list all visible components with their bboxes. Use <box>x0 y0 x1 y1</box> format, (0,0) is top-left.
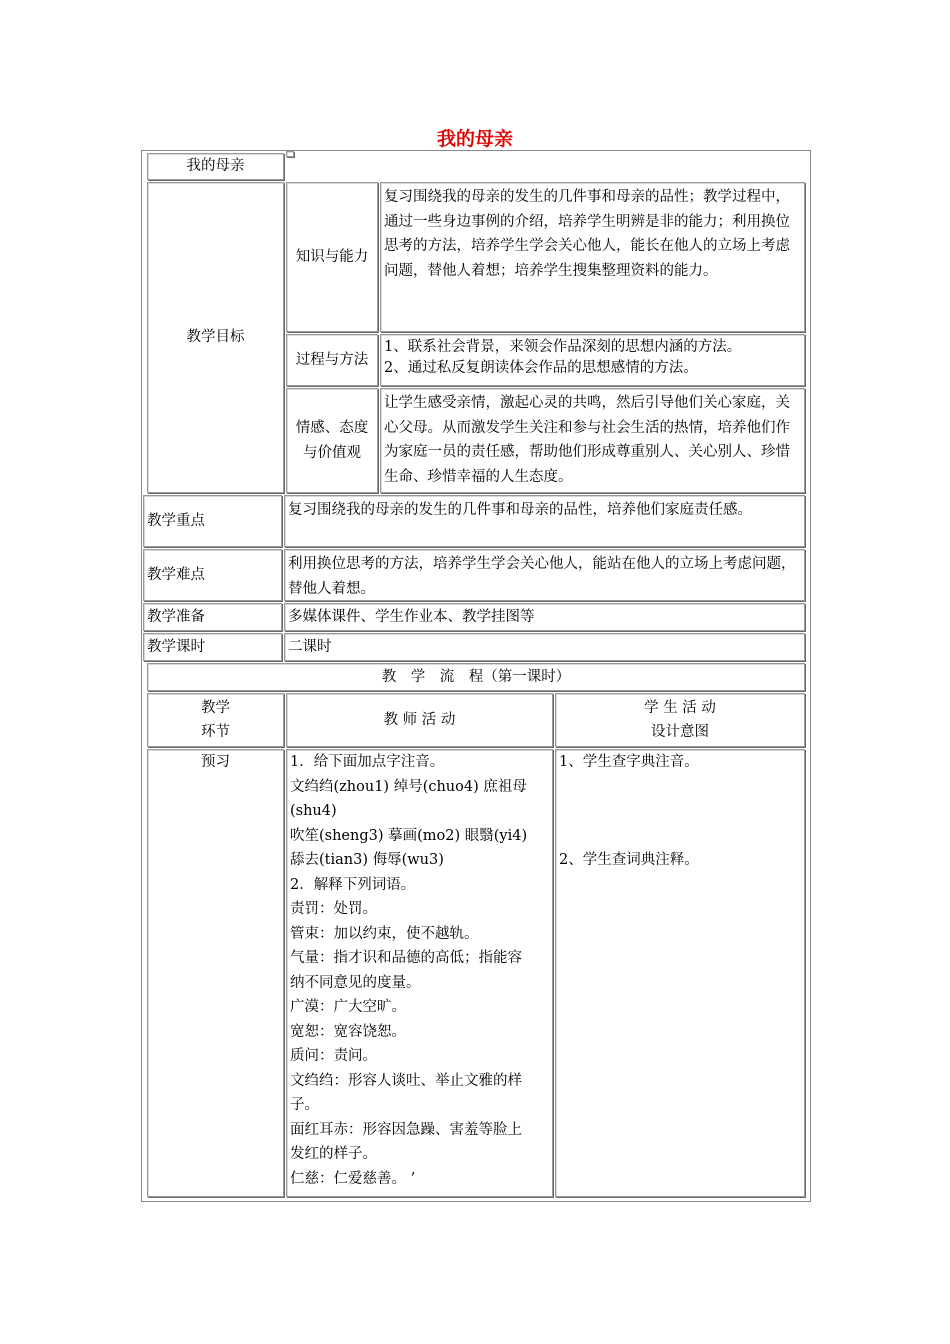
teacher-line: 吹笙(sheng3) 摹画(mo2) 眼翳(yi4) <box>290 827 528 844</box>
flow-header-stage-line-2: 环节 <box>201 724 230 740</box>
key-points-content: 复习围绕我的母亲的发生的几件事和母亲的品性，培养他们家庭责任感。 <box>288 502 752 518</box>
process-method-line-1: 1、联系社会背景，来领会作品深刻的思想内涵的方法。 <box>384 339 742 355</box>
process-method-line-2: 2、通过私反复朗读体会作品的思想感情的方法。 <box>384 360 698 376</box>
page-title: 我的母亲 <box>436 128 513 150</box>
preparation-text: 多媒体课件、学生作业本、教学挂图等 <box>284 603 805 631</box>
teacher-line: 广漠：广大空旷。 <box>290 999 406 1015</box>
teacher-line: 宽恕：宽容饶恕。 <box>290 1023 406 1040</box>
lesson-plan-table <box>141 150 811 1202</box>
flow-header-stage-line-1: 教学 <box>201 699 230 716</box>
teacher-line: 舔去(tian3) 侮辱(wu3) <box>290 852 444 868</box>
flow-header-teacher: 教 师 活 动 <box>286 693 553 747</box>
teacher-line: 子。 <box>290 1097 319 1113</box>
teacher-line: 质问：责问。 <box>290 1048 377 1064</box>
key-points-text <box>284 495 805 547</box>
emotion-values-label <box>286 388 378 493</box>
teacher-line: 文绉绉(zhou1) 绰号(chuo4) 庶祖母 <box>290 778 527 795</box>
knowledge-ability-content: 复习围绕我的母亲的发生的几件事和母亲的品性；教学过程中，通过一些身边事例的介绍，培养学生明辨是非的能力；利用换位思考的方法，培养学生学会关心他人，能长在他人的立场上考虑问题，替他人着想；培养学生搜集整理资料的能力。 <box>384 189 790 279</box>
teacher-line: 纳不同意见的度量。 <box>290 974 421 991</box>
teacher-line: 面红耳赤：形容因急躁、害羞等脸上 <box>290 1121 522 1138</box>
teacher-line: 管束：加以约束，使不越轨。 <box>290 925 479 942</box>
teacher-line: 气量：指才识和品德的高低；指能容 <box>290 950 522 966</box>
emotion-values-label-line-1: 情感、态度 <box>295 420 369 436</box>
difficulties-content: 利用换位思考的方法，培养学生学会关心他人，能站在他人的立场上考虑问题，替他人着想。 <box>288 556 796 597</box>
teacher-line: 发红的样子。 <box>290 1146 377 1162</box>
preparation-label: 教学准备 <box>143 603 282 631</box>
process-method-label: 过程与方法 <box>286 334 378 386</box>
periods-text: 二课时 <box>284 633 805 661</box>
emotion-values-text <box>380 388 805 493</box>
flow-student-activities <box>555 749 805 1197</box>
key-points-label: 教学重点 <box>143 495 282 547</box>
difficulties-label: 教学难点 <box>143 549 282 601</box>
emotion-values-label-line-2: 与价值观 <box>303 444 361 461</box>
teacher-line: 文绉绉：形容人谈吐、举止文雅的样 <box>290 1072 522 1089</box>
flow-header-spacer <box>286 151 294 157</box>
knowledge-ability-text <box>380 182 805 332</box>
flow-teacher-activities <box>286 749 553 1197</box>
student-note-1: 1、学生查字典注音。 <box>559 754 699 770</box>
flow-header-student-line-1: 学 生 活 动 <box>644 699 716 716</box>
teacher-line: (shu4) <box>290 803 337 819</box>
knowledge-ability-label: 知识与能力 <box>286 182 378 332</box>
difficulties-text <box>284 549 805 601</box>
teacher-line: 2．解释下列词语。 <box>290 876 416 893</box>
process-method-text <box>380 334 805 386</box>
flow-header-student-line-2: 设计意图 <box>651 724 709 740</box>
emotion-values-content: 让学生感受亲情，激起心灵的共鸣，然后引导他们关心家庭，关心父母。从而激发学生关注和参与社会生活的热情，培养他们作为家庭一员的责任感，帮助他们形成尊重别人、关心别人、珍惜生命、珍惜幸福的人生态度。 <box>384 395 790 485</box>
objectives-label: 教学目标 <box>147 182 284 493</box>
student-note-2: 2、学生查词典注释。 <box>559 851 699 868</box>
teacher-line: 1．给下面加点字注音。 <box>290 754 445 770</box>
teacher-line: 仁慈：仁爱慈善。 ’ <box>290 1170 416 1187</box>
flow-stage-preview: 预习 <box>147 749 284 1197</box>
flow-header-stage <box>147 693 284 747</box>
flow-header-student <box>555 693 805 747</box>
head-cell: 我的母亲 <box>147 153 284 180</box>
periods-label: 教学课时 <box>143 633 282 661</box>
teacher-line: 责罚：处罚。 <box>290 901 377 917</box>
flow-title: 教 学 流 程（第一课时） <box>147 663 805 691</box>
